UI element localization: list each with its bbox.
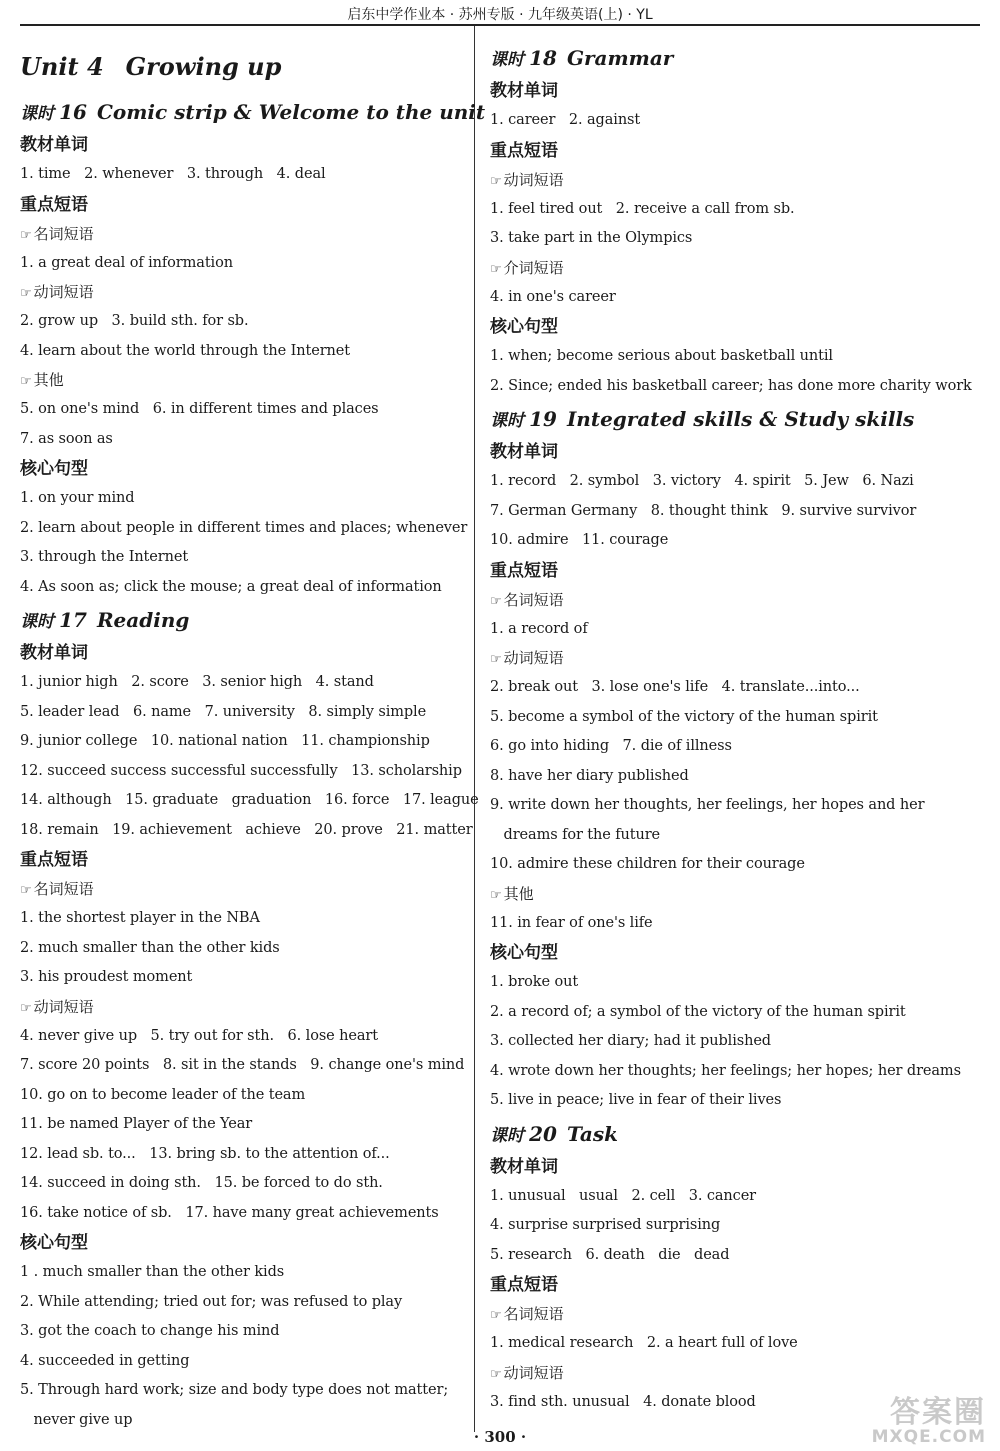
subsection-label: 动词短语	[503, 1363, 564, 1382]
answer-line: 2. While attending; tried out for; was refused to play	[20, 1293, 403, 1310]
section-heading: 核心句型	[490, 317, 558, 337]
lesson-label: 课时	[490, 411, 524, 431]
section-heading: 重点短语	[20, 194, 88, 215]
pointing-hand-icon: ☞	[20, 883, 32, 898]
subsection-heading	[20, 278, 468, 307]
pointing-hand-icon: ☞	[20, 227, 32, 243]
answer-line: dreams for the future	[490, 826, 661, 843]
pointing-hand-icon: ☞	[20, 286, 32, 301]
lesson-label: 课时	[490, 1125, 524, 1146]
answer-line: 14. although 15. graduate graduation 16. force 17. league	[20, 792, 479, 808]
pointing-hand-icon: ☞	[20, 374, 32, 389]
answer-line: 14. succeed in doing sth. 15. be forced to do sth.	[20, 1175, 383, 1191]
answer-line: 9. junior college 10. national nation 11. championship	[20, 733, 430, 749]
answer-line: 4. in one's career	[490, 288, 616, 305]
answer-line: 1. unusual usual 2. cell 3. cancer	[490, 1187, 757, 1204]
subsection-label: 名词短语	[33, 880, 94, 898]
answer-line: 18. remain 19. achievement achieve 20. prove 21. matter	[20, 821, 473, 838]
lesson-title	[20, 602, 468, 638]
section-heading: 重点短语	[490, 1275, 558, 1295]
lesson-number: 19	[529, 407, 557, 431]
answer-line: 16. take notice of sb. 17. have many great achievements	[20, 1204, 439, 1221]
answer-line: 5. live in peace; live in fear of their lives	[490, 1092, 782, 1108]
pointing-hand-icon: ☞	[490, 1308, 502, 1323]
pointing-hand-icon: ☞	[490, 261, 502, 277]
pointing-hand-icon: ☞	[490, 593, 502, 609]
watermark-line1: 答案圈	[890, 1395, 986, 1430]
lesson-title	[490, 40, 980, 76]
lesson-number: 16	[59, 100, 87, 124]
answer-line: 1. on your mind	[20, 490, 135, 506]
subsection-label: 名词短语	[33, 224, 94, 243]
subsection-heading	[490, 586, 980, 615]
section-heading: 教材单词	[490, 1156, 558, 1177]
answer-line: 4. succeeded in getting	[20, 1352, 190, 1369]
unit-title	[20, 40, 468, 94]
unit-name: Growing up	[125, 52, 282, 81]
subsection-heading	[490, 1359, 980, 1388]
answer-line: 2. break out 3. lose one's life 4. translate...into...	[490, 679, 860, 695]
answer-line: 1. when; become serious about basketball until	[490, 348, 833, 364]
section-heading: 教材单词	[20, 643, 88, 663]
subsection-heading	[20, 220, 468, 249]
answer-line: 3. his proudest moment	[20, 969, 193, 985]
answer-line: 5. become a symbol of the victory of the human spirit	[490, 708, 878, 725]
lesson-name: Integrated skills & Study skills	[566, 407, 915, 431]
answer-line: 2. learn about people in different times and places; whenever	[20, 519, 468, 536]
answer-line: 11. be named Player of the Year	[20, 1116, 253, 1132]
answer-line: 12. succeed success successful successfully 13. scholarship	[20, 762, 462, 779]
section-heading: 核心句型	[490, 943, 558, 963]
subsection-label: 动词短语	[503, 170, 564, 189]
lesson-number: 18	[529, 46, 557, 70]
subsection-heading	[490, 644, 980, 673]
section-heading: 核心句型	[20, 1233, 88, 1253]
section-heading: 重点短语	[490, 560, 558, 581]
header-rule	[20, 24, 980, 26]
subsection-label: 动词短语	[503, 649, 564, 667]
answer-line: 1. a record of	[490, 620, 588, 637]
lesson-title	[20, 94, 486, 130]
answer-line: 2. much smaller than the other kids	[20, 939, 280, 956]
watermark-logo	[816, 1395, 986, 1447]
subsection-heading	[20, 366, 468, 395]
subsection-heading	[490, 880, 980, 909]
answer-line: 7. score 20 points 8. sit in the stands 9. change one's mind	[20, 1057, 465, 1073]
lesson-number: 17	[59, 608, 87, 632]
answer-line: 1. time 2. whenever 3. through 4. deal	[20, 166, 326, 182]
answer-line: 6. go into hiding 7. die of illness	[490, 738, 732, 754]
pointing-hand-icon: ☞	[20, 1000, 32, 1016]
section-heading: 核心句型	[20, 459, 88, 479]
answer-line: 8. have her diary published	[490, 767, 689, 784]
subsection-heading	[490, 254, 980, 283]
answer-line: 3. take part in the Olympics	[490, 230, 693, 246]
lesson-label: 课时	[20, 612, 54, 632]
subsection-label: 动词短语	[33, 997, 94, 1016]
answer-line: 7. as soon as	[20, 430, 113, 447]
answer-line: 1. record 2. symbol 3. victory 4. spirit 5. Jew 6. Nazi	[490, 473, 914, 489]
lesson-name: Grammar	[566, 46, 674, 70]
answer-line: 1. career 2. against	[490, 112, 641, 128]
answer-line: 1. a great deal of information	[20, 254, 233, 271]
pointing-hand-icon: ☞	[490, 652, 502, 667]
pointing-hand-icon: ☞	[490, 173, 502, 189]
answer-line: 2. Since; ended his basketball career; has done more charity work	[490, 377, 972, 394]
answer-line: 2. a record of; a symbol of the victory of the human spirit	[490, 1003, 906, 1020]
subsection-label: 介词短语	[503, 258, 564, 277]
answer-line: 1 . much smaller than the other kids	[20, 1264, 285, 1280]
subsection-label: 名词短语	[503, 590, 564, 609]
answer-line: 1. broke out	[490, 974, 579, 990]
lesson-title	[490, 1116, 980, 1152]
subsection-heading	[490, 1300, 980, 1329]
left-column	[20, 40, 486, 1435]
answer-line: 7. German Germany 8. thought think 9. survive survivor	[490, 502, 917, 519]
lesson-label: 课时	[20, 104, 54, 124]
subsection-label: 名词短语	[503, 1305, 564, 1323]
lesson-number: 20	[529, 1121, 557, 1146]
section-heading: 重点短语	[490, 140, 558, 161]
answer-line: 4. learn about the world through the Internet	[20, 342, 350, 359]
answer-line: 3. through the Internet	[20, 549, 189, 565]
lesson-name: Task	[566, 1121, 618, 1146]
pointing-hand-icon: ☞	[490, 887, 502, 903]
column-divider	[474, 26, 475, 1432]
answer-line: 10. admire these children for their courage	[490, 856, 805, 872]
answer-line: 1. medical research 2. a heart full of love	[490, 1335, 798, 1351]
answer-line: 3. collected her diary; had it published	[490, 1033, 771, 1049]
answer-line: 5. research 6. death die dead	[490, 1246, 730, 1263]
section-heading: 重点短语	[20, 850, 88, 870]
answer-line: 1. feel tired out 2. receive a call from sb.	[490, 200, 795, 217]
answer-line: 3. got the coach to change his mind	[20, 1323, 280, 1339]
answer-line: 4. As soon as; click the mouse; a great deal of information	[20, 578, 442, 595]
answer-line: never give up	[20, 1411, 133, 1428]
section-heading: 教材单词	[490, 81, 558, 101]
subsection-heading	[490, 166, 980, 195]
answer-line: 5. on one's mind 6. in different times and places	[20, 401, 379, 417]
subsection-label: 其他	[503, 884, 534, 903]
subsection-heading	[20, 875, 468, 904]
answer-line: 2. grow up 3. build sth. for sb.	[20, 313, 249, 329]
answer-line: 5. Through hard work; size and body type does not matter;	[20, 1382, 449, 1398]
right-column	[490, 40, 980, 1417]
answer-line: 4. never give up 5. try out for sth. 6. lose heart	[20, 1027, 378, 1044]
page-header: 启东中学作业本 · 苏州专版 · 九年级英语(上) · YL	[347, 7, 653, 23]
answer-line: 5. leader lead 6. name 7. university 8. simply simple	[20, 703, 427, 720]
section-heading: 教材单词	[20, 135, 88, 155]
lesson-label: 课时	[490, 50, 524, 70]
answer-line: 4. surprise surprised surprising	[490, 1217, 721, 1233]
answer-line: 11. in fear of one's life	[490, 914, 653, 931]
watermark-line2: MXQE.COM	[871, 1427, 986, 1447]
pointing-hand-icon: ☞	[490, 1366, 502, 1382]
answer-line: 9. write down her thoughts, her feelings, her hopes and her	[490, 797, 925, 813]
answer-line: 1. junior high 2. score 3. senior high 4. stand	[20, 674, 374, 690]
lesson-name: Comic strip & Welcome to the unit	[96, 100, 486, 124]
answer-line: 12. lead sb. to... 13. bring sb. to the attention of...	[20, 1145, 390, 1162]
answer-line: 1. the shortest player in the NBA	[20, 910, 260, 926]
subsection-label: 动词短语	[33, 283, 94, 301]
lesson-title	[490, 401, 980, 437]
subsection-heading	[20, 993, 468, 1022]
subsection-label: 其他	[33, 371, 64, 389]
page-number: · 300 ·	[473, 1428, 527, 1446]
section-heading: 教材单词	[490, 442, 558, 462]
answer-line: 10. admire 11. courage	[490, 532, 669, 548]
unit-number: Unit 4	[20, 52, 104, 81]
answer-line: 10. go on to become leader of the team	[20, 1086, 306, 1103]
answer-line: 3. find sth. unusual 4. donate blood	[490, 1393, 756, 1410]
lesson-name: Reading	[96, 608, 190, 632]
answer-line: 4. wrote down her thoughts; her feelings; her hopes; her dreams	[490, 1062, 961, 1079]
